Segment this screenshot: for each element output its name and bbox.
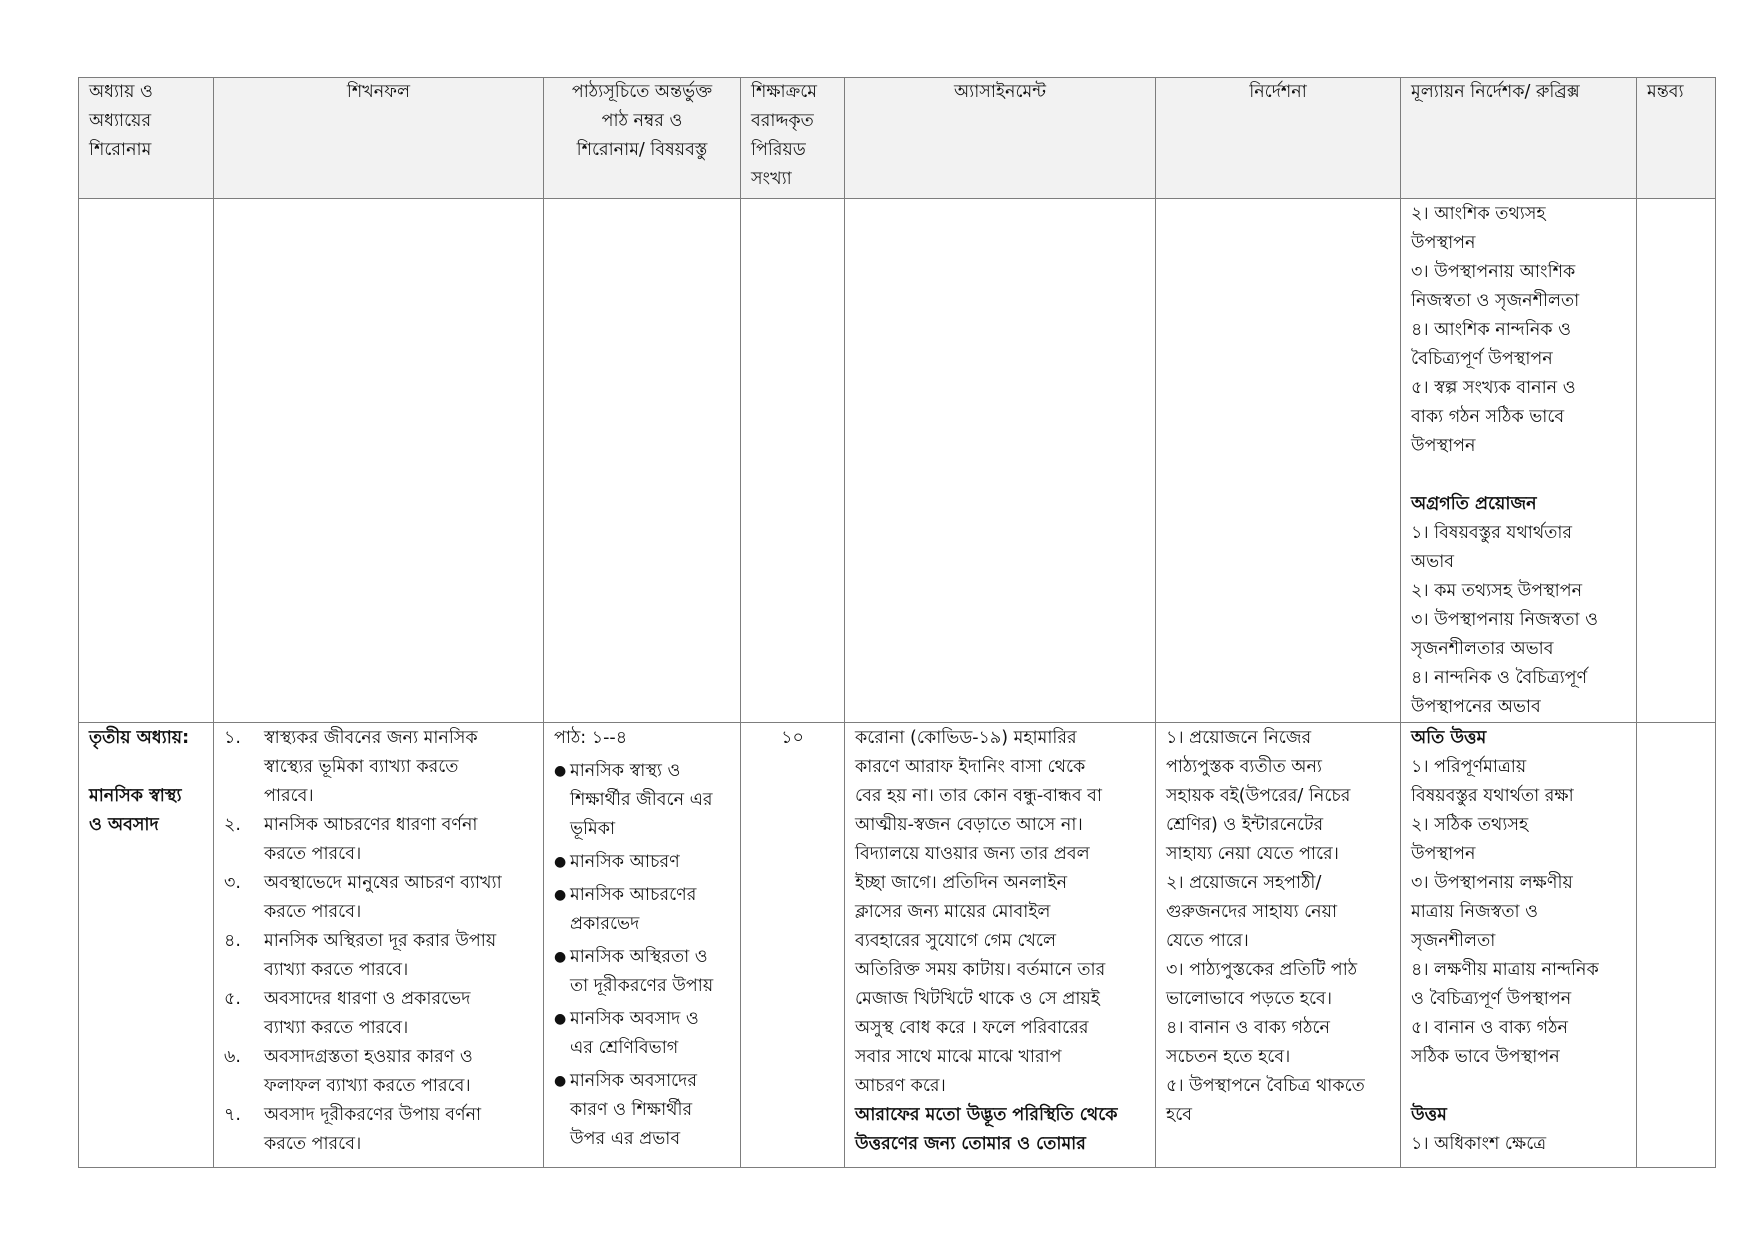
header-remarks: মন্তব্য <box>1637 78 1716 199</box>
item-text <box>570 757 713 844</box>
text-line: ২। আংশিক তথ্যসহ <box>1411 204 1546 224</box>
item-number: ৪. <box>224 931 241 951</box>
text-line: নিজস্বতা ও সৃজনশীলতা <box>1411 291 1580 311</box>
table-row <box>79 199 1716 723</box>
cell-assignment <box>845 723 1156 1168</box>
text-line: গুরুজনদের সাহায্য নেয়া <box>1166 902 1338 922</box>
text-line: উপর এর প্রভাব <box>570 1129 681 1149</box>
item-text <box>264 985 533 1043</box>
text-line: ভালোভাবে পড়তে হবে। <box>1166 989 1333 1009</box>
cell-rubric <box>1401 199 1637 723</box>
text-line: ৫। উপস্থাপনে বৈচিত্র থাকতে <box>1166 1076 1365 1096</box>
item-text <box>570 881 696 939</box>
text-line: ইচ্ছা জাগে। প্রতিদিন অনলাইন <box>855 873 1068 893</box>
text-line: ২। সঠিক তথ্যসহ <box>1411 815 1529 835</box>
lesson-label: পাঠ: ১--৪ <box>554 728 628 748</box>
rubric-list <box>1411 1130 1626 1159</box>
list-item <box>224 869 533 927</box>
cell-periods <box>741 199 845 723</box>
item-text <box>264 1101 533 1159</box>
text-line: স্বাস্থ্যের ভূমিকা ব্যাখ্যা করতে <box>264 757 459 777</box>
item-text <box>264 927 533 985</box>
item-text <box>570 943 713 1001</box>
text-line: পাঠ্যপুস্তক ব্যতীত অন্য <box>1166 757 1322 777</box>
cell-chapter <box>79 199 214 723</box>
text-line: মানসিক অবসাদ ও <box>570 1009 699 1029</box>
header-row <box>79 78 1716 199</box>
header-periods: শিক্ষাক্রমে বরাদ্দকৃত পিরিয়ড সংখ্যা <box>741 78 845 199</box>
header-lesson: পাঠ্যসূচিতে অন্তর্ভুক্ত পাঠ নম্বর ও শিরোনাম/ বিষয়বস্তু <box>544 78 741 199</box>
text-line: বাক্য গঠন সঠিক ভাবে <box>1411 407 1565 427</box>
item-text <box>570 848 680 877</box>
text-line: মেজাজ খিটখিটে থাকে ও সে প্রায়ই <box>855 989 1100 1009</box>
text-line: অভাব <box>1411 552 1455 572</box>
text-line: অসুস্থ বোধ করে । ফলে পরিবারের <box>855 1018 1089 1038</box>
text-line: ও বৈচিত্র্যপূর্ণ উপস্থাপন <box>1411 989 1572 1009</box>
text-line: করতে পারবে। <box>264 1134 362 1154</box>
table-row <box>79 723 1716 1168</box>
text-line: হবে <box>1166 1105 1192 1125</box>
text-line: বৈচিত্র্যপূর্ণ উপস্থাপন <box>1411 349 1553 369</box>
text-line: ২। কম তথ্যসহ উপস্থাপন <box>1411 581 1583 601</box>
cell-instructions <box>1156 723 1401 1168</box>
cell-outcomes <box>214 199 544 723</box>
item-number: ৩. <box>224 873 241 893</box>
text-line: ১। অধিকাংশ ক্ষেত্রে <box>1411 1134 1547 1154</box>
text-line: বিদ্যালয়ে যাওয়ার জন্য তার প্রবল <box>855 844 1090 864</box>
text-line: ২। প্রয়োজনে সহপাঠী/ <box>1166 873 1322 893</box>
header-rubric: মূল্যায়ন নির্দেশক/ রুব্রিক্স <box>1401 78 1637 199</box>
text-line: মানসিক আচরণের ধারণা বর্ণনা <box>264 815 478 835</box>
text-line: করতে পারবে। <box>264 902 362 922</box>
text-line: মানসিক অবসাদের <box>570 1071 697 1091</box>
text-line: ৪। বানান ও বাক্য গঠনে <box>1166 1018 1330 1038</box>
text-line: ৪। নান্দনিক ও বৈচিত্র্যপূর্ণ <box>1411 668 1588 688</box>
text-line: অতিরিক্ত সময় কাটায়। বর্তমানে তার <box>855 960 1106 980</box>
cell-remarks <box>1637 199 1716 723</box>
text-line: মানসিক অস্থিরতা ও <box>570 947 708 967</box>
item-number: ৫. <box>224 989 241 1009</box>
item-number: ১. <box>224 728 241 748</box>
cell-assignment <box>845 199 1156 723</box>
list-item <box>554 881 730 939</box>
cell-instructions <box>1156 199 1401 723</box>
bullet-icon: ● <box>554 1073 567 1089</box>
list-item <box>224 811 533 869</box>
text-line: ৫। স্বল্প সংখ্যক বানান ও <box>1411 378 1576 398</box>
item-text <box>264 1043 533 1101</box>
cell-outcomes <box>214 723 544 1168</box>
text-line: ব্যাখ্যা করতে পারবে। <box>264 960 409 980</box>
rubric-heading: উত্তম <box>1411 1105 1447 1125</box>
cell-chapter <box>79 723 214 1168</box>
text-line: মাত্রায় নিজস্বতা ও <box>1411 902 1539 922</box>
item-text <box>570 1067 697 1154</box>
text-line: যেতে পারে। <box>1166 931 1249 951</box>
text-line: আত্মীয়-স্বজন বেড়াতে আসে না। <box>855 815 1083 835</box>
text-line: অবসাদ দূরীকরণের উপায় বর্ণনা <box>264 1105 482 1125</box>
item-number: ৭. <box>224 1105 241 1125</box>
text-line: মানসিক স্বাস্থ্য ও <box>570 761 681 781</box>
text-line: ৩। উপস্থাপনায় লক্ষণীয় <box>1411 873 1573 893</box>
text-line: ৩। উপস্থাপনায় আংশিক <box>1411 262 1576 282</box>
bullet-icon: ● <box>554 1011 567 1027</box>
list-item <box>224 1043 533 1101</box>
chapter-name: মানসিক স্বাস্থ্য <box>89 786 182 806</box>
header-assignment: অ্যাসাইনমেন্ট <box>845 78 1156 199</box>
list-item <box>224 985 533 1043</box>
item-text <box>570 1005 699 1063</box>
item-number: ২. <box>224 815 241 835</box>
text-line: সাহায্য নেয়া যেতে পারে। <box>1166 844 1339 864</box>
list-item <box>554 1067 730 1154</box>
text-line: উপস্থাপনের অভাব <box>1411 697 1541 717</box>
list-item <box>554 1005 730 1063</box>
text-line: সৃজনশীলতা <box>1411 931 1496 951</box>
text-line: সহায়ক বই(উপরের/ নিচের <box>1166 786 1351 806</box>
period-count: ১০ <box>781 728 804 748</box>
text-line: প্রকারভেদ <box>570 914 640 934</box>
text-line: শ্রেণির) ও ইন্টারনেটের <box>1166 815 1324 835</box>
topics-list <box>554 757 730 1154</box>
header-instructions: নির্দেশনা <box>1156 78 1401 199</box>
rubric-heading: অতি উত্তম <box>1411 728 1487 748</box>
header-chapter: অধ্যায় ও অধ্যায়ের শিরোনাম <box>79 78 214 199</box>
text-line: এর শ্রেণিবিভাগ <box>570 1038 679 1058</box>
text-line: করতে পারবে। <box>264 844 362 864</box>
rubric-list <box>1411 753 1626 1072</box>
text-line: স্বাস্থ্যকর জীবনের জন্য মানসিক <box>264 728 478 748</box>
text-line: উপস্থাপন <box>1411 233 1476 253</box>
text-line: সবার সাথে মাঝে মাঝে খারাপ <box>855 1047 1062 1067</box>
header-outcomes: শিখনফল <box>214 78 544 199</box>
syllabus-table <box>78 77 1716 1168</box>
text-line: ব্যবহারের সুযোগে গেম খেলে <box>855 931 1056 951</box>
text-line: সঠিক ভাবে উপস্থাপন <box>1411 1047 1560 1067</box>
cell-lesson <box>544 723 741 1168</box>
text-line: ১। বিষয়বস্তুর যথার্থতার <box>1411 523 1573 543</box>
bullet-icon: ● <box>554 887 567 903</box>
text-line: উত্তরণের জন্য তোমার ও তোমার <box>855 1134 1086 1154</box>
assignment-text <box>855 724 1145 1101</box>
text-line: পারবে। <box>264 786 314 806</box>
text-line: শিক্ষার্থীর জীবনে এর <box>570 790 713 810</box>
instruction-list <box>1166 724 1390 1130</box>
text-line: মানসিক অস্থিরতা দূর করার উপায় <box>264 931 497 951</box>
rubric-list <box>1411 200 1626 461</box>
text-line: মানসিক আচরণের <box>570 885 697 905</box>
list-item <box>554 848 730 877</box>
text-line: ১। পরিপূর্ণমাত্রায় <box>1411 757 1527 777</box>
bullet-icon: ● <box>554 763 567 779</box>
rubric-heading: অগ্রগতি প্রয়োজন <box>1411 494 1537 514</box>
item-text <box>264 811 533 869</box>
text-line: সচেতন হতে হবে। <box>1166 1047 1291 1067</box>
text-line: ৩। উপস্থাপনায় নিজস্বতা ও <box>1411 610 1599 630</box>
cell-lesson <box>544 199 741 723</box>
bullet-icon: ● <box>554 949 567 965</box>
text-line: ব্যাখ্যা করতে পারবে। <box>264 1018 409 1038</box>
text-line: অবস্থাভেদে মানুষের আচরণ ব্যাখ্যা <box>264 873 502 893</box>
text-line: বের হয় না। তার কোন বন্ধু-বান্ধব বা <box>855 786 1102 806</box>
list-item <box>554 757 730 844</box>
cell-periods <box>741 723 845 1168</box>
text-line: বিষয়বস্তুর যথার্থতা রক্ষা <box>1411 786 1574 806</box>
item-text <box>264 724 533 811</box>
text-line: মানসিক আচরণ <box>570 852 680 872</box>
text-line: উপস্থাপন <box>1411 844 1476 864</box>
text-line: আরাফের মতো উদ্ভূত পরিস্থিতি থেকে <box>855 1105 1118 1125</box>
text-line: ৫। বানান ও বাক্য গঠন <box>1411 1018 1568 1038</box>
text-line: ৩। পাঠ্যপুস্তকের প্রতিটি পাঠ <box>1166 960 1358 980</box>
item-text <box>264 869 533 927</box>
text-line: আচরণ করে। <box>855 1076 946 1096</box>
text-line: অবসাদগ্রস্ততা হওয়ার কারণ ও <box>264 1047 473 1067</box>
text-line: সৃজনশীলতার অভাব <box>1411 639 1554 659</box>
text-line: ফলাফল ব্যাখ্যা করতে পারবে। <box>264 1076 471 1096</box>
list-item <box>224 724 533 811</box>
text-line: তা দূরীকরণের উপায় <box>570 976 714 996</box>
text-line: কারণ ও শিক্ষার্থীর <box>570 1100 693 1120</box>
rubric-list <box>1411 519 1626 722</box>
text-line: কারণে আরাফ ইদানিং বাসা থেকে <box>855 757 1086 777</box>
chapter-title: তৃতীয় অধ্যায়: <box>89 728 190 748</box>
text-line: অবসাদের ধারণা ও প্রকারভেদ <box>264 989 471 1009</box>
chapter-name: ও অবসাদ <box>89 815 159 835</box>
text-line: ভূমিকা <box>570 819 616 839</box>
text-line: উপস্থাপন <box>1411 436 1476 456</box>
text-line: করোনা (কোভিড-১৯) মহামারির <box>855 728 1077 748</box>
cell-rubric <box>1401 723 1637 1168</box>
text-line: ক্লাসের জন্য মায়ের মোবাইল <box>855 902 1051 922</box>
assignment-question <box>855 1101 1145 1159</box>
list-item <box>224 927 533 985</box>
cell-remarks <box>1637 723 1716 1168</box>
text-line: ১। প্রয়োজনে নিজের <box>1166 728 1312 748</box>
list-item <box>554 943 730 1001</box>
text-line: ৪। আংশিক নান্দনিক ও <box>1411 320 1571 340</box>
item-number: ৬. <box>224 1047 241 1067</box>
text-line: ৪। লক্ষণীয় মাত্রায় নান্দনিক <box>1411 960 1599 980</box>
bullet-icon: ● <box>554 854 567 870</box>
outcomes-list <box>224 724 533 1159</box>
list-item <box>224 1101 533 1159</box>
